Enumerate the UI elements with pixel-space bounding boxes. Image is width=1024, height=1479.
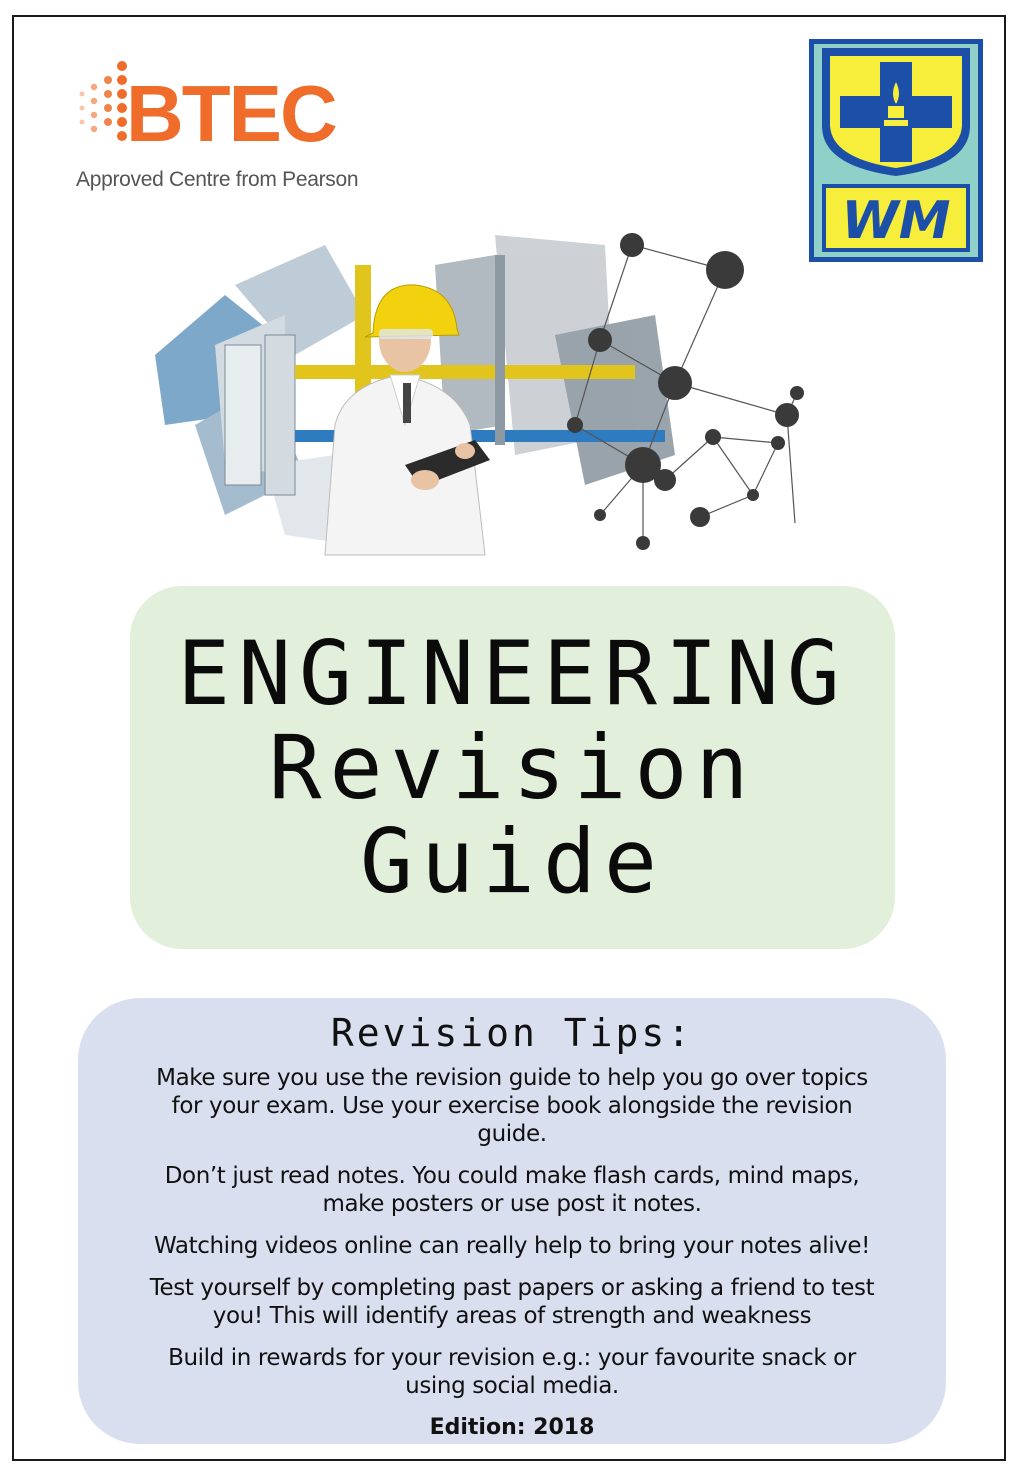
title-line-1: ENGINEERING (177, 621, 848, 725)
tip-item: Watching videos online can really help to bring your notes alive! (154, 1233, 870, 1259)
school-crest-icon (808, 38, 984, 263)
edition-label: Edition: 2018 (429, 1415, 595, 1440)
tip-item: Test yourself by completing past papers or asking a friend to test you! This will identify areas of strength and weakness (149, 1275, 875, 1329)
revision-tips-panel (78, 998, 946, 1444)
tip-item: Don’t just read notes. You could make flash cards, mind maps, make posters or use post it notes. (164, 1163, 860, 1217)
svg-text:WM: WM (841, 191, 951, 251)
tips-heading: Revision Tips: (330, 1011, 694, 1055)
btec-tagline: Approved Centre from Pearson (76, 168, 359, 191)
tip-item: Make sure you use the revision guide to help you go over topics for your exam. Use your exercise book alongside the revision guide. (156, 1065, 868, 1147)
title-panel (130, 586, 895, 949)
title-line-3: Guide (360, 809, 665, 913)
btec-logo (74, 58, 374, 198)
engineer-illustration-icon (135, 225, 825, 565)
btec-wordmark: BTEC (126, 69, 336, 158)
tip-item: Build in rewards for your revision e.g.: your favourite snack or using social media. (168, 1345, 856, 1399)
btec-dots-icon (74, 58, 134, 158)
title-line-2: Revision (268, 715, 757, 819)
